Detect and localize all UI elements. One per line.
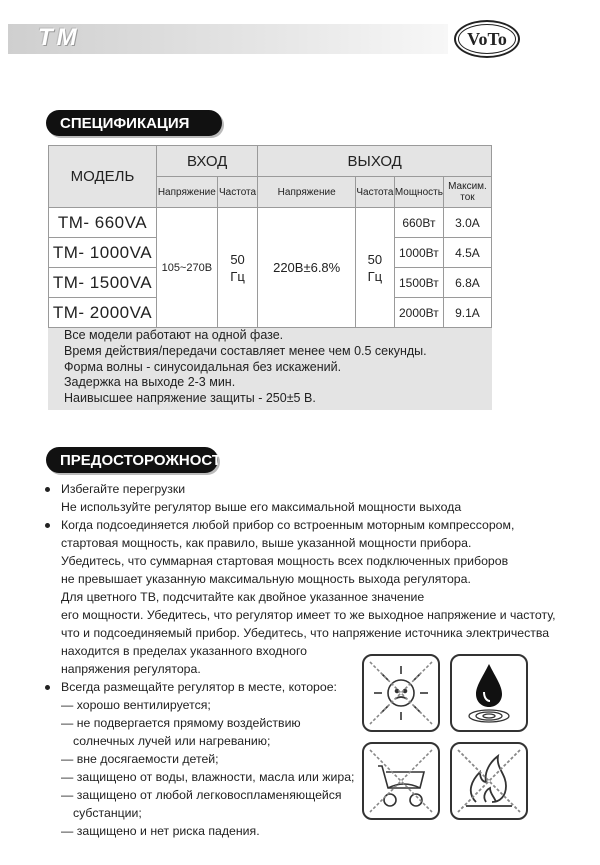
note-line: Форма волны - синусоидальная без искажений. xyxy=(64,359,342,374)
col-output: ВЫХОД xyxy=(258,146,492,177)
precaution-line: солнечных лучей или нагреванию; xyxy=(73,734,271,748)
precaution-line: — защищено от воды, влажности, масла или жира; xyxy=(61,770,355,784)
power-cell: 2000Вт xyxy=(394,298,443,328)
spec-title: СПЕЦИФИКАЦИЯ xyxy=(46,110,222,136)
sub-input-freq: Частота xyxy=(217,177,258,208)
precaution-line: — не подвергается прямому воздействию xyxy=(61,716,301,730)
output-freq xyxy=(355,208,394,328)
sub-output-voltage: Напряжение xyxy=(258,177,356,208)
input-freq-value: 50 xyxy=(230,251,245,267)
precaution-line: — хорошо вентилируется; xyxy=(61,698,211,712)
note-line: Задержка на выходе 2-3 мин. xyxy=(64,375,236,390)
note-line: Время действия/передачи составляет менее чем 0.5 секунды. xyxy=(64,343,427,358)
no-children-icon xyxy=(362,742,440,820)
precautions-title: ПРЕДОСТОРОЖНОСТИ xyxy=(46,447,218,473)
current-cell: 3.0A xyxy=(443,208,491,238)
precaution-line: Не используйте регулятор выше его максимальной мощности выхода xyxy=(61,500,462,514)
precaution-line: напряжения регулятора. xyxy=(61,662,201,676)
voto-logo: VoTo xyxy=(454,20,520,58)
precaution-line: Для цветного ТВ, подсчитайте как двойное указанное значение xyxy=(61,590,425,604)
precaution-line: стартовая мощность, как правило, выше указанной мощности прибора. xyxy=(61,536,472,550)
output-freq-value: 50 xyxy=(367,251,383,267)
output-freq-unit: Гц xyxy=(367,268,383,284)
col-input: ВХОД xyxy=(156,146,257,177)
precaution-line: — защищено и нет риска падения. xyxy=(61,824,260,838)
input-voltage: 105~270В xyxy=(156,208,217,328)
power-cell: 1500Вт xyxy=(394,268,443,298)
sub-power: Мощность xyxy=(394,177,443,208)
power-cell: 1000Вт xyxy=(394,238,443,268)
precaution-line: — вне досягаемости детей; xyxy=(61,752,219,766)
model-cell: TM- 660VA xyxy=(49,208,157,238)
current-cell: 9.1A xyxy=(443,298,491,328)
precaution-line: что и подсоединяемый прибор. Убедитесь, что напряжение источника электричества xyxy=(61,626,550,640)
current-cell: 4.5A xyxy=(443,238,491,268)
sub-input-voltage: Напряжение xyxy=(156,177,217,208)
no-liquid-icon xyxy=(450,654,528,732)
precaution-line: субстанции; xyxy=(73,806,142,820)
precaution-bullet-item: Всегда размещайте регулятор в месте, которое: xyxy=(45,678,565,696)
input-freq xyxy=(217,208,258,328)
note-line: Все модели работают на одной фазе. xyxy=(64,328,284,342)
precaution-line: находится в пределах указанного входного xyxy=(61,644,308,658)
spec-notes xyxy=(64,328,427,407)
precaution-bullet-item: Избегайте перегрузки xyxy=(45,480,565,498)
power-cell: 660Вт xyxy=(394,208,443,238)
warning-icons xyxy=(362,654,534,826)
output-voltage: 220В±6.8% xyxy=(258,208,356,328)
no-fire-icon xyxy=(450,742,528,820)
col-model: МОДЕЛЬ xyxy=(49,146,157,208)
input-freq-unit: Гц xyxy=(230,268,245,284)
sub-max-current: Максим. ток xyxy=(443,177,491,208)
tm-logo: TM xyxy=(38,24,81,51)
precaution-line: его мощности. Убедитесь, что регулятор имеет то же выходное напряжение и частоту, xyxy=(61,608,556,622)
model-cell: TM- 2000VA xyxy=(49,298,157,328)
no-sun-icon xyxy=(362,654,440,732)
note-line: Наивысшее напряжение защиты - 250±5 В. xyxy=(64,391,316,406)
precaution-bullet-item: Когда подсоединяется любой прибор со встроенным моторным компрессором, xyxy=(45,516,565,534)
precaution-line: не превышает указанную максимальную мощность выхода регулятора. xyxy=(61,572,471,586)
precaution-line: — защищено от любой легковоспламеняющейся xyxy=(61,788,342,802)
spec-table xyxy=(48,145,492,328)
model-cell: TM- 1000VA xyxy=(49,238,157,268)
current-cell: 6.8A xyxy=(443,268,491,298)
sub-output-freq: Частота xyxy=(355,177,394,208)
precaution-line: Убедитесь, что суммарная стартовая мощность всех подключенных приборов xyxy=(61,554,509,568)
model-cell: TM- 1500VA xyxy=(49,268,157,298)
